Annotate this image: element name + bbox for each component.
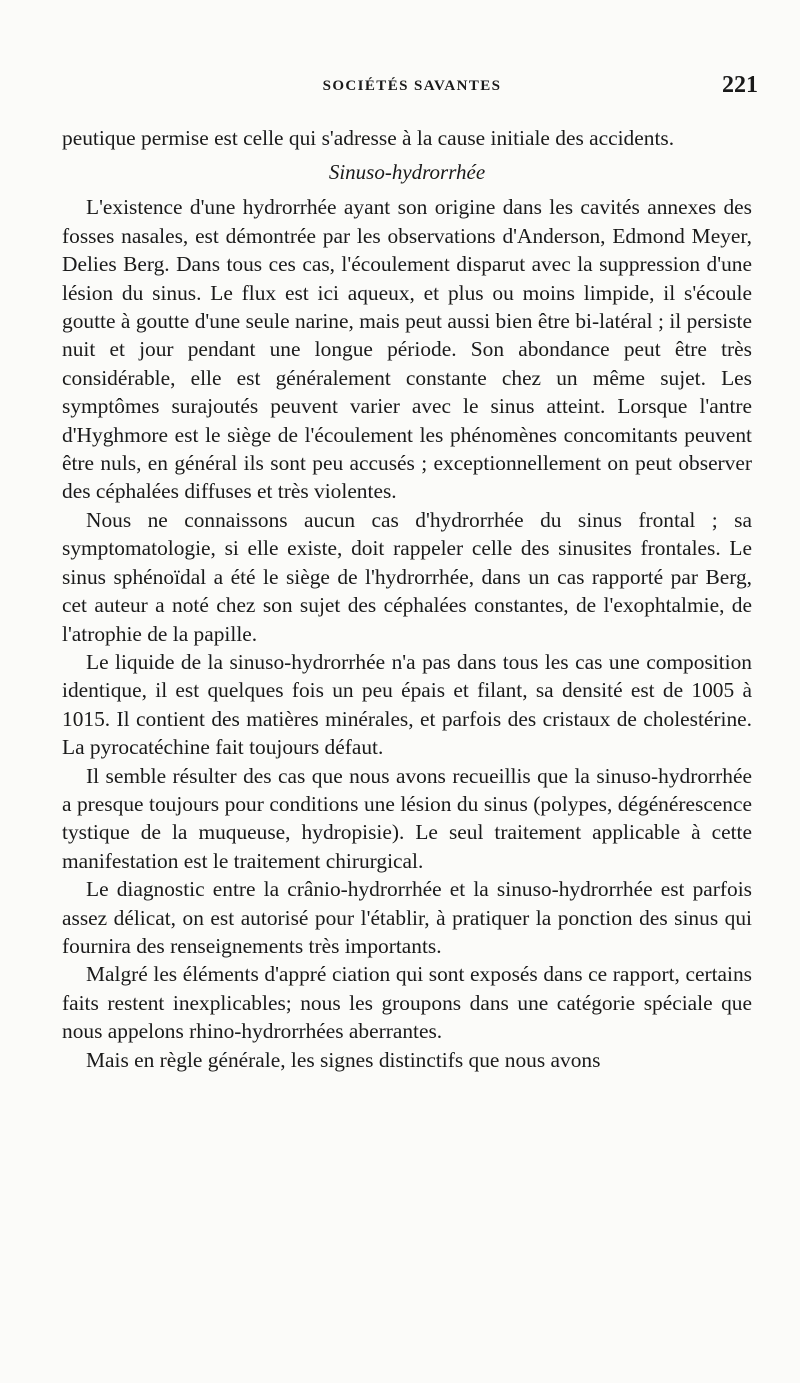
paragraph: Il semble résulter des cas que nous avons recueillis que la sinuso-hydrorrhée a presque toujours pour conditions une lésion du sinus (polypes, dégénérescence tystique de la muqueuse, hydropisie). Le seul traitement applicable à cette manifestation est le traitement chirurgical.	[62, 763, 752, 873]
paragraph: Le liquide de la sinuso-hydrorrhée n'a pas dans tous les cas une composition identique, il est quelques fois un peu épais et filant, sa densité est de 1005 à 1015. Il contient des matières minérales, et parfois des cristaux de cholestérine. La pyrocatéchine fait toujours défaut.	[62, 649, 752, 760]
page-number: 221	[722, 72, 758, 98]
paragraph: Nous ne connaissons aucun cas d'hydrorrhée du sinus frontal ; sa symptomatologie, si elle existe, doit rappeler celle des sinusites frontales. Le sinus sphénoïdal a été le siège de l'hydrorrhée, dans un cas rapporté par Berg, cet auteur a noté chez son sujet des céphalées constantes, de l'exophtalmie, de l'atrophie de la papille.	[62, 507, 752, 646]
paragraph: L'existence d'une hydrorrhée ayant son origine dans les cavités annexes des fosses nasales, est démontrée par les observations d'Anderson, Edmond Meyer, Delies Berg. Dans tous ces cas, l'écoulement disparut avec la suppression d'une lésion du sinus. Le flux est ici aqueux, et plus ou moins limpide, il s'écoule goutte à goutte d'une seule narine, mais peut aussi bien être bi-latéral ; il persiste nuit et jour pendant une longue période. Son abondance peut être très considérable, elle est généralement constante chez un même sujet. Les symptômes surajoutés peuvent varier avec le sinus atteint. Lorsque l'antre d'Hyghmore est le siège de l'écoulement les phénomènes concomitants peuvent être nuls, en général ils sont peu accusés ; exceptionnellement on peut observer des céphalées diffuses et très violentes.	[62, 195, 752, 504]
paragraph: Mais en règle générale, les signes distinctifs que nous avons	[86, 1047, 601, 1072]
section-title: Sinuso-hydrorrhée	[328, 160, 486, 185]
continuation-paragraph: peutique permise est celle qui s'adresse à la cause initiale des accidents.	[62, 126, 675, 150]
text-block	[62, 124, 752, 1074]
paragraph: Le diagnostic entre la crânio-hydrorrhée et la sinuso-hydrorrhée est parfois assez délicat, on est autorisé pour l'établir, à pratiquer la ponction des sinus qui fournira des renseignements très importants.	[62, 877, 752, 958]
paragraph: Malgré les éléments d'appré ciation qui sont exposés dans ce rapport, certains faits restent inexplicables; nous les groupons dans une catégorie spéciale que nous appelons rhino-hydrorrhées aberrantes.	[62, 962, 752, 1044]
running-head	[62, 72, 762, 102]
running-title: SOCIÉTÉS SAVANTES	[322, 78, 502, 94]
